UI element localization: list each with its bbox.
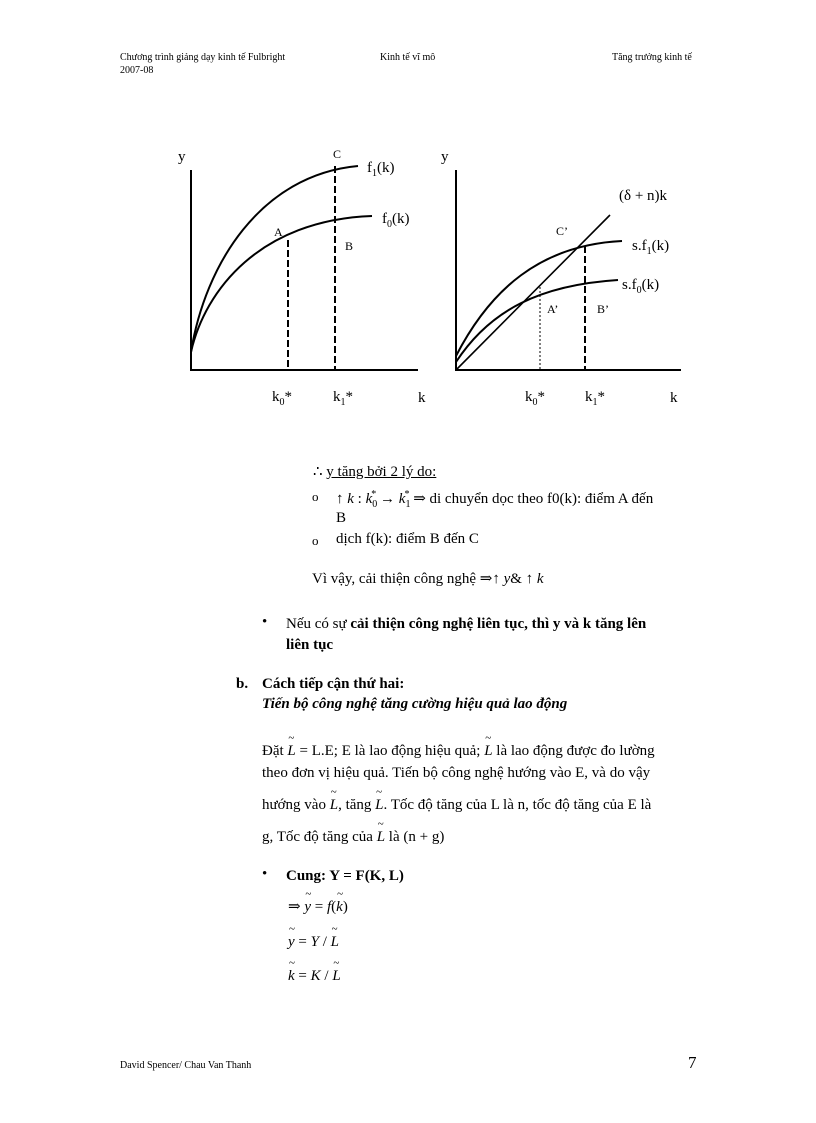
para-line3: hướng vào ~ L, tăng ~ L. Tốc độ tăng của L là n, tốc độ tăng của E là — [262, 795, 651, 815]
reason1-cont: B — [336, 510, 347, 526]
header-program: Chương trình giảng dạy kinh tế Fulbright — [120, 52, 286, 63]
reason2: dịch f(k): điểm B đến C — [336, 531, 479, 547]
reason-title: ∴ y tăng bởi 2 lý do: — [313, 464, 437, 480]
footer-authors: David Spencer/ Chau Van Thanh — [120, 1060, 252, 1071]
left-axes — [191, 170, 418, 370]
bullet1: Nếu có sự cải thiện công nghệ liên tục, thì y và k tăng lên — [286, 616, 647, 632]
right-curve-sf0: $s.f_0(k)$ — [622, 277, 660, 296]
bullet1-cont: liên tục — [286, 637, 334, 653]
right-tick-k0: $k_0*$ — [525, 389, 545, 408]
right-x-label: k — [670, 390, 678, 406]
up-arrow-icon: ↑ — [336, 491, 344, 507]
equation-1: ⇒ ~ y = f(~ k) — [288, 897, 348, 917]
right-curve-sf1: $s.f_1(k)$ — [632, 238, 670, 257]
left-tick-k1: $k_1*$ — [333, 389, 353, 408]
line-depreciation — [456, 215, 610, 370]
left-curve-f0: $f_0(k)$ — [382, 211, 410, 230]
section-b-label: b. — [236, 676, 249, 692]
header-course: Kinh tế vĩ mô — [380, 52, 436, 63]
left-point-a: A — [274, 225, 283, 239]
para-line4: g, Tốc độ tăng của ~ L là (n + g) — [262, 827, 444, 847]
right-point-c: C’ — [556, 224, 568, 238]
bullet2: Cung: Y = F(K, L) — [286, 868, 404, 884]
left-x-label: k — [418, 390, 426, 406]
reason1-marker: o — [312, 489, 319, 504]
left-curve-f1: $f_1(k)$ — [367, 160, 395, 179]
para-line1: Đặt ~ L = L.E; E là lao động hiệu quả; ~ L là lao động được đo lường — [262, 741, 655, 761]
header-topic: Tăng trưởng kinh tế — [612, 52, 692, 63]
para-line2: theo đơn vị hiệu quả. Tiến bộ công nghệ hướng vào E, và do vậy — [262, 765, 651, 781]
conclusion: Vì vậy, cải thiện công nghệ ⇒↑ y& ↑ k — [312, 571, 544, 587]
reason2-marker: o — [312, 533, 319, 548]
page-number: 7 — [688, 1053, 697, 1072]
right-point-a: A’ — [547, 302, 559, 316]
reason1: ↑ k : $k_0^* \to k_1^*$ ⇒ di chuyển dọc theo f0(k): điểm A đến — [336, 489, 654, 510]
up-arrow-icon: ↑ — [525, 571, 534, 587]
curve-sf0 — [456, 280, 618, 362]
section-b-subtitle: Tiến bộ công nghệ tăng cường hiệu quả lao động — [262, 696, 568, 712]
right-tick-k1: $k_1*$ — [585, 389, 605, 408]
therefore-symbol: ∴ — [313, 464, 323, 480]
right-point-b: B’ — [597, 302, 609, 316]
left-tick-k0: $k_0*$ — [272, 389, 292, 408]
left-y-label: y — [178, 149, 186, 165]
section-b-title: Cách tiếp cận thứ hai: — [262, 676, 405, 692]
bullet-dot: • — [262, 614, 268, 630]
bullet-dot: • — [262, 866, 268, 882]
up-arrow-icon: ↑ — [492, 571, 500, 587]
curve-f1 — [191, 166, 358, 352]
equation-3: ~ k = K / ~ L — [288, 966, 341, 986]
right-y-label: y — [441, 149, 449, 165]
header-year: 2007-08 — [120, 65, 154, 76]
equation-2: ~ y = Y / ~ L — [288, 932, 339, 952]
left-point-b: B — [345, 239, 354, 253]
right-line-depr: (δ + n)k — [619, 188, 668, 204]
left-point-c: C — [333, 147, 342, 161]
